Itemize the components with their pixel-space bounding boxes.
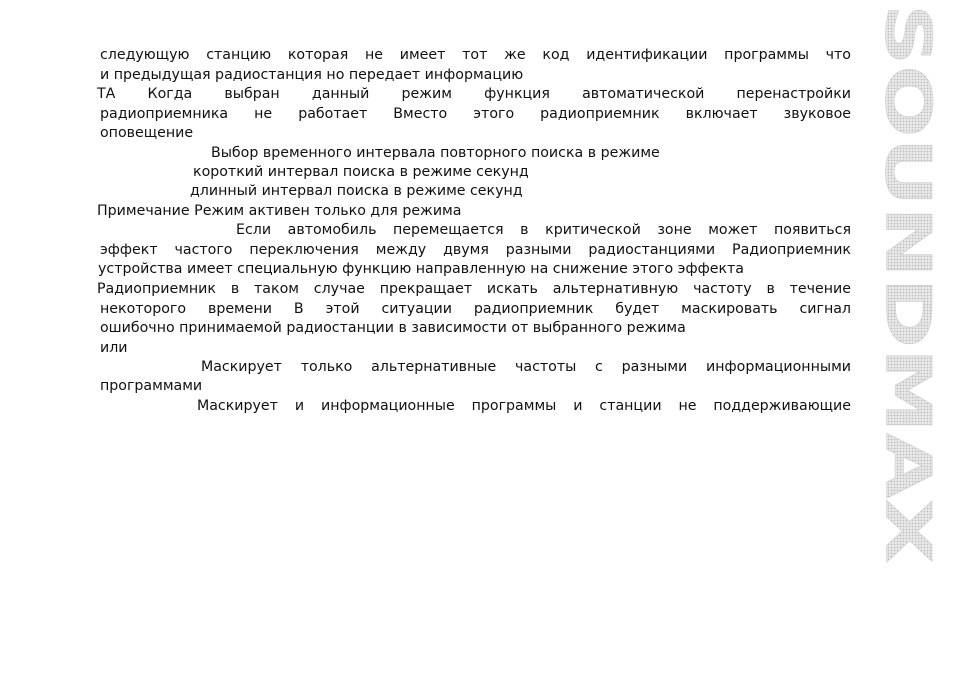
text-line-10: Если автомобиль перемещается в критической зоне может появиться <box>236 222 851 238</box>
text-line-7: короткий интервал поиска в режиме секунд <box>193 164 529 180</box>
text-line-12: устройства имеет специальную функцию направленную на снижение этого эффекта <box>98 261 744 277</box>
text-line-9: Примечание Режим активен только для режима <box>97 203 462 219</box>
text-line-14: некоторого времени В этой ситуации радиоприемник будет маскировать сигнал <box>100 301 851 317</box>
text-line-13: Радиоприемник в таком случае прекращает искать альтернативную частоту в течение <box>97 281 851 297</box>
text-line-11: эффект частого переключения между двумя разными радиостанциями Радиоприемник <box>100 242 851 258</box>
text-line-18: программами <box>100 378 203 394</box>
text-line-15: ошибочно принимаемой радиостанции в зависимости от выбранного режима <box>100 320 686 336</box>
text-line-1: следующую станцию которая не имеет тот же код идентификации программы что <box>100 47 851 63</box>
text-line-3: ТА Когда выбран данный режим функция автоматической перенастройки <box>97 86 851 102</box>
text-line-6: Выбор временного интервала повторного поиска в режиме <box>211 145 660 161</box>
text-line-8: длинный интервал поиска в режиме секунд <box>190 183 523 199</box>
text-line-4: радиоприемника не работает Вместо этого радиоприемник включает звуковое <box>100 106 851 122</box>
text-line-5: оповещение <box>100 125 194 141</box>
logo-text: SOUNDMAX <box>871 4 945 413</box>
text-line-19: Маскирует и информационные программы и станции не поддерживающие <box>197 398 851 414</box>
soundmax-logo <box>864 0 954 673</box>
text-line-16: или <box>100 340 128 356</box>
text-line-2: и предыдущая радиостанция но передает информацию <box>100 67 524 83</box>
text-line-17: Маскирует только альтернативные частоты с разными информационными <box>201 359 851 375</box>
